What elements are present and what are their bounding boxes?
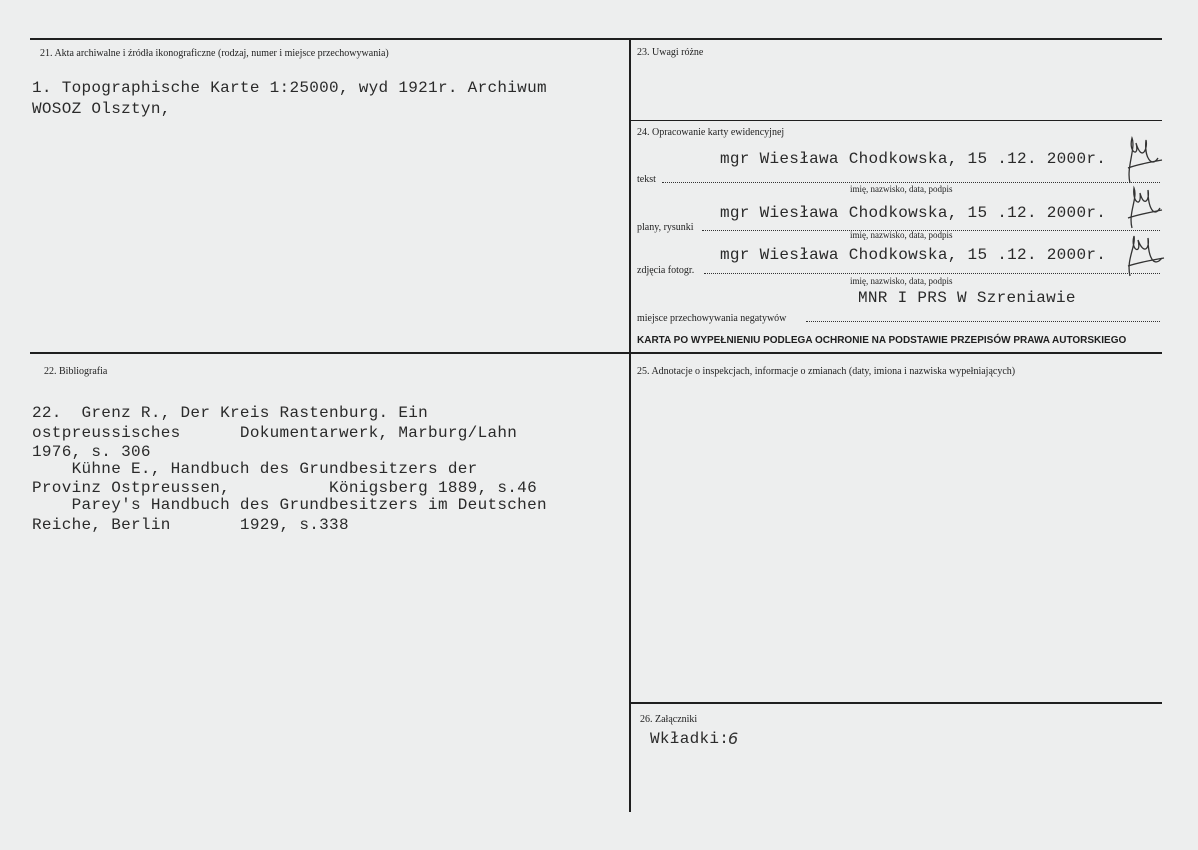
field23-bottom-border — [629, 120, 1162, 121]
field25-label: 25. Adnotacje o inspekcjach, informacje o zmianach (daty, imiona i nazwiska wypełniających) — [637, 366, 1016, 377]
top-border — [30, 38, 1162, 40]
field24-row-photos-label: zdjęcia fotogr. — [637, 265, 695, 276]
field22-line-6: Parey's Handbuch des Grundbesitzers im Deutschen — [32, 496, 547, 514]
field21-line-1: 1. Topographische Karte 1:25000, wyd 1921r. Archiwum — [32, 79, 547, 97]
field26-label: 26. Załączniki — [640, 714, 698, 725]
middle-vertical-divider — [629, 38, 631, 812]
signature-3 — [1128, 236, 1164, 276]
field22-line-7: Reiche, Berlin 1929, s.338 — [32, 516, 349, 534]
field24-row-plans-value: mgr Wiesława Chodkowska, 15 .12. 2000r. — [720, 204, 1107, 222]
field24-negatives-label: miejsce przechowywania negatywów — [637, 313, 787, 324]
handwritten-signatures — [1118, 128, 1168, 293]
copyright-notice: KARTA PO WYPEŁNIENIU PODLEGA OCHRONIE NA PODSTAWIE PRZEPISÓW PRAWA AUTORSKIEGO — [637, 335, 1127, 346]
field24-row-text-dots — [662, 182, 1160, 183]
field24-row-photos-dots — [704, 273, 1160, 274]
field24-row-photos-value: mgr Wiesława Chodkowska, 15 .12. 2000r. — [720, 246, 1107, 264]
field24-negatives-dots — [806, 321, 1160, 322]
left-horizontal-divider — [30, 352, 630, 354]
field24-row-text-value: mgr Wiesława Chodkowska, 15 .12. 2000r. — [720, 150, 1107, 168]
field24-row-plans-caption: imię, nazwisko, data, podpis — [850, 230, 953, 240]
field22-line-4: Kühne E., Handbuch des Grundbesitzers der — [32, 460, 478, 478]
field24-row-plans-label: plany, rysunki — [637, 222, 694, 233]
right-horizontal-divider — [629, 352, 1162, 354]
field22-line-3: 1976, s. 306 — [32, 443, 151, 461]
field22-label: 22. Bibliografia — [44, 366, 108, 377]
field23-label: 23. Uwagi różne — [637, 47, 704, 58]
field24-row-text-label: tekst — [637, 174, 656, 185]
signature-1 — [1128, 138, 1162, 183]
field24-label: 24. Opracowanie karty ewidencyjnej — [637, 127, 785, 138]
field24-row-text-caption: imię, nazwisko, data, podpis — [850, 184, 953, 194]
signature-2 — [1128, 188, 1162, 228]
field26-top-border — [629, 702, 1162, 704]
field26-value-handwritten: 6 — [728, 729, 739, 748]
field24-row-photos-caption: imię, nazwisko, data, podpis — [850, 276, 953, 286]
field22-line-5: Provinz Ostpreussen, Königsberg 1889, s.46 — [32, 479, 537, 497]
field21-line-2: WOSOZ Olsztyn, — [32, 100, 171, 118]
field26-value-prefix: Wkładki: — [650, 730, 730, 748]
field22-line-1: 22. Grenz R., Der Kreis Rastenburg. Ein — [32, 404, 429, 422]
field24-negatives-value: MNR I PRS W Szreniawie — [858, 289, 1076, 307]
field21-label: 21. Akta archiwalne i źródła ikonograficzne (rodzaj, numer i miejsce przechowywania) — [40, 48, 389, 59]
field22-line-2: ostpreussisches Dokumentarwerk, Marburg/Lahn — [32, 424, 518, 442]
